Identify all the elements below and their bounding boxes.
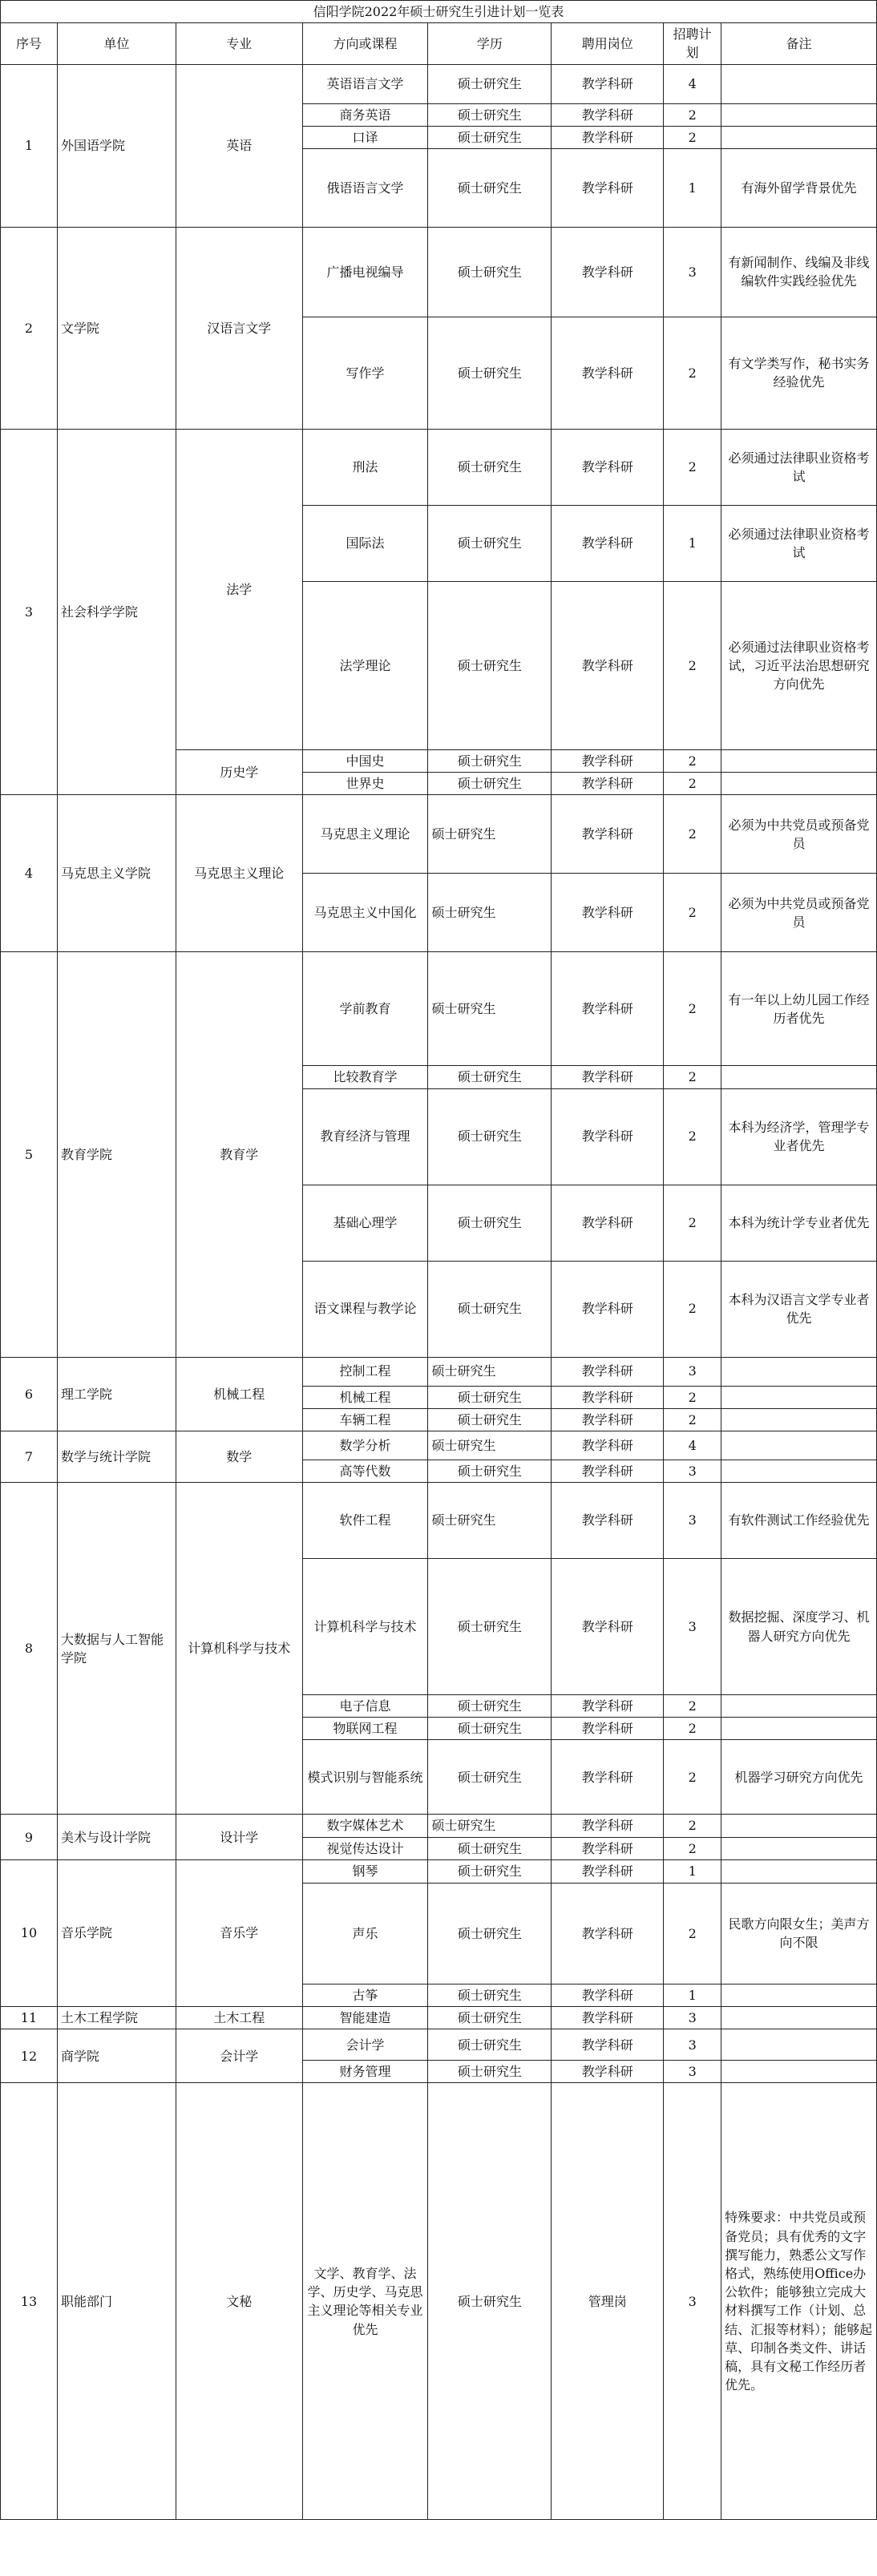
post-cell: 教学科研 — [552, 1460, 664, 1482]
note-cell: 必须通过法律职业资格考试 — [721, 505, 877, 581]
direction-cell: 控制工程 — [302, 1357, 428, 1386]
education-cell: 硕士研究生 — [428, 1460, 552, 1482]
plan-count-cell: 2 — [664, 126, 721, 148]
plan-count-cell: 2 — [664, 1740, 721, 1815]
direction-cell: 电子信息 — [302, 1695, 428, 1718]
note-cell: 有文学类写作，秘书实务经验优先 — [721, 317, 877, 429]
table-row — [1, 952, 877, 1066]
direction-cell: 视觉传达设计 — [302, 1837, 428, 1859]
education-cell: 硕士研究生 — [428, 1837, 552, 1859]
major-cell: 计算机科学与技术 — [176, 1483, 302, 1815]
note-cell — [721, 1431, 877, 1460]
post-cell: 教学科研 — [552, 1883, 664, 1984]
note-cell — [721, 749, 877, 772]
table-row — [1, 2007, 877, 2029]
header-no: 序号 — [1, 23, 58, 64]
post-cell: 教学科研 — [552, 795, 664, 874]
plan-count-cell: 2 — [664, 581, 721, 749]
note-cell: 本科为汉语言文学专业者优先 — [721, 1261, 877, 1357]
note-cell — [721, 1984, 877, 2006]
unit-cell: 文学院 — [57, 227, 176, 429]
major-cell: 法学 — [176, 429, 302, 749]
post-cell: 教学科研 — [552, 773, 664, 795]
note-cell: 本科为经济学，管理学专业者优先 — [721, 1088, 877, 1185]
table-title: 信阳学院2022年硕士研究生引进计划一览表 — [1, 1, 877, 23]
post-cell: 教学科研 — [552, 2029, 664, 2061]
plan-count-cell: 2 — [664, 1185, 721, 1261]
unit-cell: 马克思主义学院 — [57, 795, 176, 952]
plan-count-cell: 3 — [664, 2061, 721, 2083]
plan-count-cell: 2 — [664, 1261, 721, 1357]
title-row — [1, 1, 877, 23]
education-cell: 硕士研究生 — [428, 874, 552, 952]
post-cell: 教学科研 — [552, 1386, 664, 1408]
plan-count-cell: 4 — [664, 64, 721, 103]
education-cell: 硕士研究生 — [428, 429, 552, 505]
note-cell — [721, 773, 877, 795]
direction-cell: 教育经济与管理 — [302, 1088, 428, 1185]
direction-cell: 写作学 — [302, 317, 428, 429]
education-cell: 硕士研究生 — [428, 317, 552, 429]
post-cell: 教学科研 — [552, 429, 664, 505]
direction-cell: 中国史 — [302, 749, 428, 772]
plan-count-cell: 3 — [664, 1460, 721, 1482]
post-cell: 教学科研 — [552, 1718, 664, 1740]
row-number: 9 — [1, 1815, 58, 1859]
post-cell: 教学科研 — [552, 64, 664, 103]
row-number: 1 — [1, 64, 58, 227]
post-cell: 教学科研 — [552, 1357, 664, 1386]
plan-count-cell: 3 — [664, 2029, 721, 2061]
note-cell: 必须通过法律职业资格考试 — [721, 429, 877, 505]
plan-count-cell: 2 — [664, 1066, 721, 1088]
note-cell — [721, 1837, 877, 1859]
plan-count-cell: 2 — [664, 749, 721, 772]
major-cell: 机械工程 — [176, 1357, 302, 1431]
row-number: 13 — [1, 2083, 58, 2520]
plan-count-cell: 2 — [664, 1718, 721, 1740]
note-cell: 数据挖掘、深度学习、机器人研究方向优先 — [721, 1559, 877, 1695]
unit-cell: 音乐学院 — [57, 1859, 176, 2006]
table-row — [1, 227, 877, 317]
direction-cell: 模式识别与智能系统 — [302, 1740, 428, 1815]
post-cell: 教学科研 — [552, 1815, 664, 1837]
note-cell: 机器学习研究方向优先 — [721, 1740, 877, 1815]
education-cell: 硕士研究生 — [428, 749, 552, 772]
unit-cell: 社会科学学院 — [57, 429, 176, 794]
plan-count-cell: 3 — [664, 1483, 721, 1559]
direction-cell: 计算机科学与技术 — [302, 1559, 428, 1695]
plan-count-cell: 3 — [664, 1559, 721, 1695]
post-cell: 教学科研 — [552, 1408, 664, 1431]
education-cell: 硕士研究生 — [428, 1815, 552, 1837]
post-cell: 教学科研 — [552, 505, 664, 581]
plan-count-cell: 2 — [664, 429, 721, 505]
post-cell: 教学科研 — [552, 148, 664, 227]
note-cell — [721, 103, 877, 126]
row-number: 11 — [1, 2007, 58, 2029]
education-cell: 硕士研究生 — [428, 1431, 552, 1460]
education-cell: 硕士研究生 — [428, 103, 552, 126]
post-cell: 教学科研 — [552, 2007, 664, 2029]
direction-cell: 马克思主义中国化 — [302, 874, 428, 952]
table-row — [1, 64, 877, 103]
table-row — [1, 429, 877, 505]
note-cell: 必须为中共党员或预备党员 — [721, 874, 877, 952]
plan-count-cell: 2 — [664, 874, 721, 952]
education-cell: 硕士研究生 — [428, 1185, 552, 1261]
header-note: 备注 — [721, 23, 877, 64]
unit-cell: 大数据与人工智能学院 — [57, 1483, 176, 1815]
post-cell: 教学科研 — [552, 1984, 664, 2006]
direction-cell: 马克思主义理论 — [302, 795, 428, 874]
plan-count-cell: 2 — [664, 1695, 721, 1718]
education-cell: 硕士研究生 — [428, 505, 552, 581]
major-cell: 会计学 — [176, 2029, 302, 2083]
education-cell: 硕士研究生 — [428, 773, 552, 795]
note-cell — [721, 64, 877, 103]
direction-cell: 国际法 — [302, 505, 428, 581]
plan-count-cell: 2 — [664, 1837, 721, 1859]
post-cell: 教学科研 — [552, 749, 664, 772]
post-cell: 教学科研 — [552, 2061, 664, 2083]
post-cell: 教学科研 — [552, 103, 664, 126]
plan-count-cell: 2 — [664, 952, 721, 1066]
education-cell: 硕士研究生 — [428, 227, 552, 317]
note-cell — [721, 1357, 877, 1386]
education-cell: 硕士研究生 — [428, 2083, 552, 2520]
table-row — [1, 1483, 877, 1559]
note-cell — [721, 1066, 877, 1088]
education-cell: 硕士研究生 — [428, 1695, 552, 1718]
major-cell: 英语 — [176, 64, 302, 227]
education-cell: 硕士研究生 — [428, 64, 552, 103]
header-post: 聘用岗位 — [552, 23, 664, 64]
major-cell: 土木工程 — [176, 2007, 302, 2029]
plan-count-cell: 3 — [664, 2007, 721, 2029]
post-cell: 教学科研 — [552, 1859, 664, 1883]
post-cell: 教学科研 — [552, 1431, 664, 1460]
major-cell: 设计学 — [176, 1815, 302, 1859]
plan-count-cell: 2 — [664, 1088, 721, 1185]
education-cell: 硕士研究生 — [428, 1408, 552, 1431]
post-cell: 教学科研 — [552, 1695, 664, 1718]
plan-count-cell: 2 — [664, 773, 721, 795]
row-number: 8 — [1, 1483, 58, 1815]
row-number: 6 — [1, 1357, 58, 1431]
note-cell: 有软件测试工作经验优先 — [721, 1483, 877, 1559]
direction-cell: 文学、教育学、法学、历史学、马克思主义理论等相关专业优先 — [302, 2083, 428, 2520]
note-cell — [721, 2029, 877, 2061]
education-cell: 硕士研究生 — [428, 1859, 552, 1883]
direction-cell: 数学分析 — [302, 1431, 428, 1460]
plan-count-cell: 2 — [664, 1386, 721, 1408]
direction-cell: 智能建造 — [302, 2007, 428, 2029]
row-number: 4 — [1, 795, 58, 952]
row-number: 10 — [1, 1859, 58, 2006]
header-plan: 招聘计划 — [664, 23, 721, 64]
direction-cell: 世界史 — [302, 773, 428, 795]
education-cell: 硕士研究生 — [428, 1483, 552, 1559]
post-cell: 教学科研 — [552, 952, 664, 1066]
note-cell — [721, 1718, 877, 1740]
education-cell: 硕士研究生 — [428, 1740, 552, 1815]
major-cell: 马克思主义理论 — [176, 795, 302, 952]
major-cell: 教育学 — [176, 952, 302, 1357]
plan-count-cell: 4 — [664, 1431, 721, 1460]
plan-count-cell: 3 — [664, 227, 721, 317]
header-unit: 单位 — [57, 23, 176, 64]
direction-cell: 机械工程 — [302, 1386, 428, 1408]
table-row — [1, 795, 877, 874]
post-cell: 教学科研 — [552, 1066, 664, 1088]
post-cell: 教学科研 — [552, 1740, 664, 1815]
post-cell: 管理岗 — [552, 2083, 664, 2520]
direction-cell: 会计学 — [302, 2029, 428, 2061]
plan-count-cell: 1 — [664, 1859, 721, 1883]
note-cell — [721, 1408, 877, 1431]
table-row — [1, 1815, 877, 1837]
education-cell: 硕士研究生 — [428, 1261, 552, 1357]
plan-count-cell: 1 — [664, 148, 721, 227]
direction-cell: 物联网工程 — [302, 1718, 428, 1740]
direction-cell: 商务英语 — [302, 103, 428, 126]
direction-cell: 学前教育 — [302, 952, 428, 1066]
direction-cell: 俄语语言文学 — [302, 148, 428, 227]
note-cell: 特殊要求：中共党员或预备党员；具有优秀的文字撰写能力，熟悉公文写作格式，熟练使用Office办公软件；能够独立完成大材料撰写工作（计划、总结、汇报等材料）；能够起草、印制各类文件、讲话稿，具有文秘工作经历者优先。 — [721, 2083, 877, 2520]
note-cell: 有海外留学背景优先 — [721, 148, 877, 227]
note-cell — [721, 1695, 877, 1718]
direction-cell: 钢琴 — [302, 1859, 428, 1883]
post-cell: 教学科研 — [552, 1088, 664, 1185]
plan-count-cell: 2 — [664, 103, 721, 126]
post-cell: 教学科研 — [552, 1837, 664, 1859]
education-cell: 硕士研究生 — [428, 1559, 552, 1695]
note-cell: 本科为统计学专业者优先 — [721, 1185, 877, 1261]
plan-count-cell: 2 — [664, 795, 721, 874]
unit-cell: 职能部门 — [57, 2083, 176, 2520]
note-cell — [721, 2007, 877, 2029]
note-cell — [721, 1386, 877, 1408]
direction-cell: 刑法 — [302, 429, 428, 505]
education-cell: 硕士研究生 — [428, 2007, 552, 2029]
unit-cell: 美术与设计学院 — [57, 1815, 176, 1859]
note-cell: 必须通过法律职业资格考试，习近平法治思想研究方向优先 — [721, 581, 877, 749]
direction-cell: 英语语言文学 — [302, 64, 428, 103]
education-cell: 硕士研究生 — [428, 148, 552, 227]
major-cell: 数学 — [176, 1431, 302, 1482]
plan-count-cell: 1 — [664, 1984, 721, 2006]
direction-cell: 比较教育学 — [302, 1066, 428, 1088]
direction-cell: 口译 — [302, 126, 428, 148]
unit-cell: 理工学院 — [57, 1357, 176, 1431]
post-cell: 教学科研 — [552, 1559, 664, 1695]
row-number: 12 — [1, 2029, 58, 2083]
major-cell: 音乐学 — [176, 1859, 302, 2006]
post-cell: 教学科研 — [552, 126, 664, 148]
plan-count-cell: 2 — [664, 1815, 721, 1837]
education-cell: 硕士研究生 — [428, 1883, 552, 1984]
major-cell: 汉语言文学 — [176, 227, 302, 429]
unit-cell: 土木工程学院 — [57, 2007, 176, 2029]
education-cell: 硕士研究生 — [428, 1357, 552, 1386]
major-cell: 文秘 — [176, 2083, 302, 2520]
note-cell — [721, 1460, 877, 1482]
row-number: 7 — [1, 1431, 58, 1482]
plan-count-cell: 2 — [664, 1883, 721, 1984]
direction-cell: 高等代数 — [302, 1460, 428, 1482]
note-cell — [721, 126, 877, 148]
direction-cell: 声乐 — [302, 1883, 428, 1984]
direction-cell: 广播电视编导 — [302, 227, 428, 317]
row-number: 5 — [1, 952, 58, 1357]
education-cell: 硕士研究生 — [428, 1718, 552, 1740]
direction-cell: 软件工程 — [302, 1483, 428, 1559]
table-row — [1, 2083, 877, 2520]
direction-cell: 财务管理 — [302, 2061, 428, 2083]
note-cell: 有新闻制作、线编及非线编软件实践经验优先 — [721, 227, 877, 317]
note-cell — [721, 2061, 877, 2083]
post-cell: 教学科研 — [552, 581, 664, 749]
row-number: 3 — [1, 429, 58, 794]
post-cell: 教学科研 — [552, 317, 664, 429]
unit-cell: 教育学院 — [57, 952, 176, 1357]
plan-count-cell: 1 — [664, 505, 721, 581]
note-cell — [721, 1815, 877, 1837]
education-cell: 硕士研究生 — [428, 1386, 552, 1408]
education-cell: 硕士研究生 — [428, 126, 552, 148]
note-cell: 有一年以上幼儿园工作经历者优先 — [721, 952, 877, 1066]
post-cell: 教学科研 — [552, 1261, 664, 1357]
education-cell: 硕士研究生 — [428, 2029, 552, 2061]
education-cell: 硕士研究生 — [428, 795, 552, 874]
education-cell: 硕士研究生 — [428, 1088, 552, 1185]
table-row — [1, 1357, 877, 1386]
direction-cell: 数字媒体艺术 — [302, 1815, 428, 1837]
header-major: 专业 — [176, 23, 302, 64]
post-cell: 教学科研 — [552, 227, 664, 317]
note-cell — [721, 1859, 877, 1883]
post-cell: 教学科研 — [552, 874, 664, 952]
table-row — [1, 1859, 877, 1883]
direction-cell: 古筝 — [302, 1984, 428, 2006]
table-row — [1, 1431, 877, 1460]
direction-cell: 法学理论 — [302, 581, 428, 749]
unit-cell: 商学院 — [57, 2029, 176, 2083]
plan-count-cell: 2 — [664, 1408, 721, 1431]
header-direction: 方向或课程 — [302, 23, 428, 64]
plan-count-cell: 2 — [664, 317, 721, 429]
post-cell: 教学科研 — [552, 1483, 664, 1559]
row-number: 2 — [1, 227, 58, 429]
table-row — [1, 2029, 877, 2061]
direction-cell: 车辆工程 — [302, 1408, 428, 1431]
education-cell: 硕士研究生 — [428, 952, 552, 1066]
plan-count-cell: 3 — [664, 2083, 721, 2520]
education-cell: 硕士研究生 — [428, 1066, 552, 1088]
education-cell: 硕士研究生 — [428, 2061, 552, 2083]
unit-cell: 外国语学院 — [57, 64, 176, 227]
note-cell: 必须为中共党员或预备党员 — [721, 795, 877, 874]
header-row — [1, 23, 877, 64]
direction-cell: 语文课程与教学论 — [302, 1261, 428, 1357]
direction-cell: 基础心理学 — [302, 1185, 428, 1261]
unit-cell: 数学与统计学院 — [57, 1431, 176, 1482]
note-cell: 民歌方向限女生；美声方向不限 — [721, 1883, 877, 1984]
header-education: 学历 — [428, 23, 552, 64]
major-cell: 历史学 — [176, 749, 302, 794]
education-cell: 硕士研究生 — [428, 1984, 552, 2006]
post-cell: 教学科研 — [552, 1185, 664, 1261]
plan-count-cell: 3 — [664, 1357, 721, 1386]
education-cell: 硕士研究生 — [428, 581, 552, 749]
